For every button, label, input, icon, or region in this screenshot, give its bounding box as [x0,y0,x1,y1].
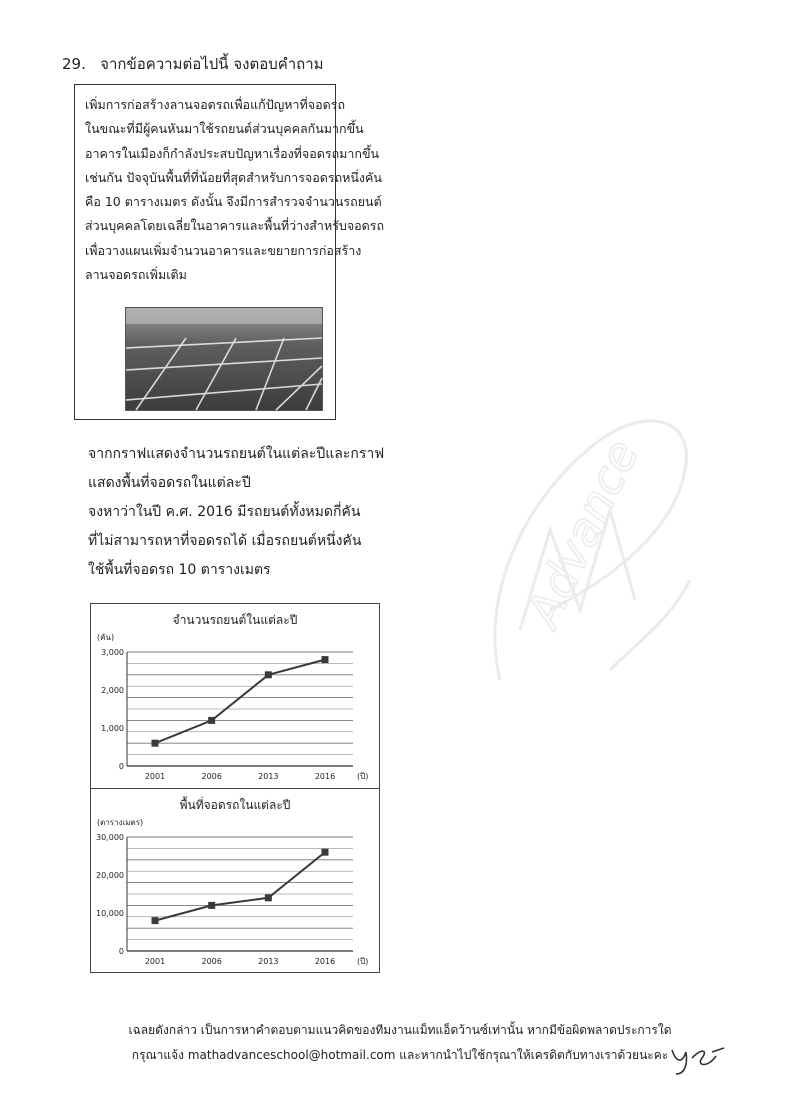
y-tick-label: 10,000 [96,909,124,918]
y-tick-label: 0 [118,762,124,771]
parking-area-chart [91,789,379,973]
passage-line: คือ 10 ตารางเมตร ดังนั้น จึงมีการสำรวจจำนวนรถยนต์ [85,194,382,210]
chart-title: จำนวนรถยนต์ในแต่ละปี [172,613,298,627]
y-tick-label: 3,000 [101,648,124,657]
prompt-line: ใช้พื้นที่จอดรถ 10 ตารางเมตร [88,562,271,578]
question-instruction: จากข้อความต่อไปนี้ จงตอบคำถาม [100,55,324,73]
passage-line: เพื่อวางแผนเพิ่มจำนวนอาคารและขยายการก่อสร้าง [85,242,362,258]
x-tick-label: 2013 [258,772,279,781]
chart-title: พื้นที่จอดรถในแต่ละปี [179,798,291,812]
passage-line: ส่วนบุคคลโดยเฉลี่ยในอาคารและพื้นที่ว่างสำหรับจอดรถ [85,218,385,234]
data-point [322,656,329,663]
x-tick-label: 2006 [201,772,222,781]
data-point [208,717,215,724]
question-header [62,52,324,76]
passage-line: เพิ่มการก่อสร้างลานจอดรถเพื่อแก้ปัญหาที่จอดรถ [85,97,346,112]
passage-box [74,84,385,420]
data-point [208,902,215,909]
y-tick-label: 1,000 [101,724,124,733]
data-point [152,917,159,924]
y-tick-label: 2,000 [101,686,124,695]
x-tick-label: 2013 [258,957,279,966]
prompt-line: แสดงพื้นที่จอดรถในแต่ละปี [88,475,251,491]
x-tick-label: 2016 [314,772,336,781]
y-tick-label: 30,000 [96,833,124,842]
passage-line: ในขณะที่มีผู้คนหันมาใช้รถยนต์ส่วนบุคคลกันมากขึ้น [85,121,364,137]
data-point [265,671,272,678]
question-number: 29. [62,55,86,73]
watermark-logo [460,380,710,710]
x-tick-label: 2006 [201,957,222,966]
x-tick-label: 2001 [144,772,166,781]
prompt-line: ที่ไม่สามารถหาที่จอดรถได้ เมื่อรถยนต์หนึ่งคัน [88,533,362,549]
x-tick-label: 2016 [314,957,336,966]
prompt-line: จากกราฟแสดงจำนวนรถยนต์ในแต่ละปีและกราฟ [88,446,385,462]
footer-line-1: เฉลยดังกล่าว เป็นการหาคำตอบตามแนวคิดของทีมงานแม็ทแอ็ดว้านซ์เท่านั้น หากมีข้อผิดพลาดประการใด [128,1023,672,1037]
question-prompt [88,440,384,585]
passage-line: ลานจอดรถเพิ่มเติม [85,267,187,283]
passage-line: เช่นกัน ปัจจุบันพื้นที่ที่น้อยที่สุดสำหรับการจอดรถหนึ่งคัน [85,169,382,185]
data-point [152,740,159,747]
car-count-chart [91,604,379,788]
series-line [155,660,325,744]
footer-line-2: กรุณาแจ้ง mathadvanceschool@hotmail.com และหากนำไปใช้กรุณาให้เครดิตกับทางเราด้วยนะคะ [131,1048,669,1062]
passage-line: อาคารในเมืองก็กำลังประสบปัญหาเรื่องที่จอดรถมากขึ้น [85,145,380,161]
svg-text:Advance: Advance [516,431,649,635]
data-point [322,849,329,856]
passage-text [85,93,385,287]
x-axis-label: (ปี) [357,772,369,781]
y-tick-label: 20,000 [96,871,124,880]
series-line [155,852,325,920]
parking-lot-photo [125,307,323,411]
x-tick-label: 2001 [144,957,166,966]
y-tick-label: 0 [118,947,124,956]
x-axis-label: (ปี) [357,957,369,966]
prompt-line: จงหาว่าในปี ค.ศ. 2016 มีรถยนต์ทั้งหมดกี่คัน [88,504,361,520]
data-point [265,894,272,901]
charts-box [90,603,380,973]
signature [668,1038,728,1078]
y-axis-label: (คัน) [97,633,115,642]
y-axis-label: (ตารางเมตร) [97,818,144,827]
